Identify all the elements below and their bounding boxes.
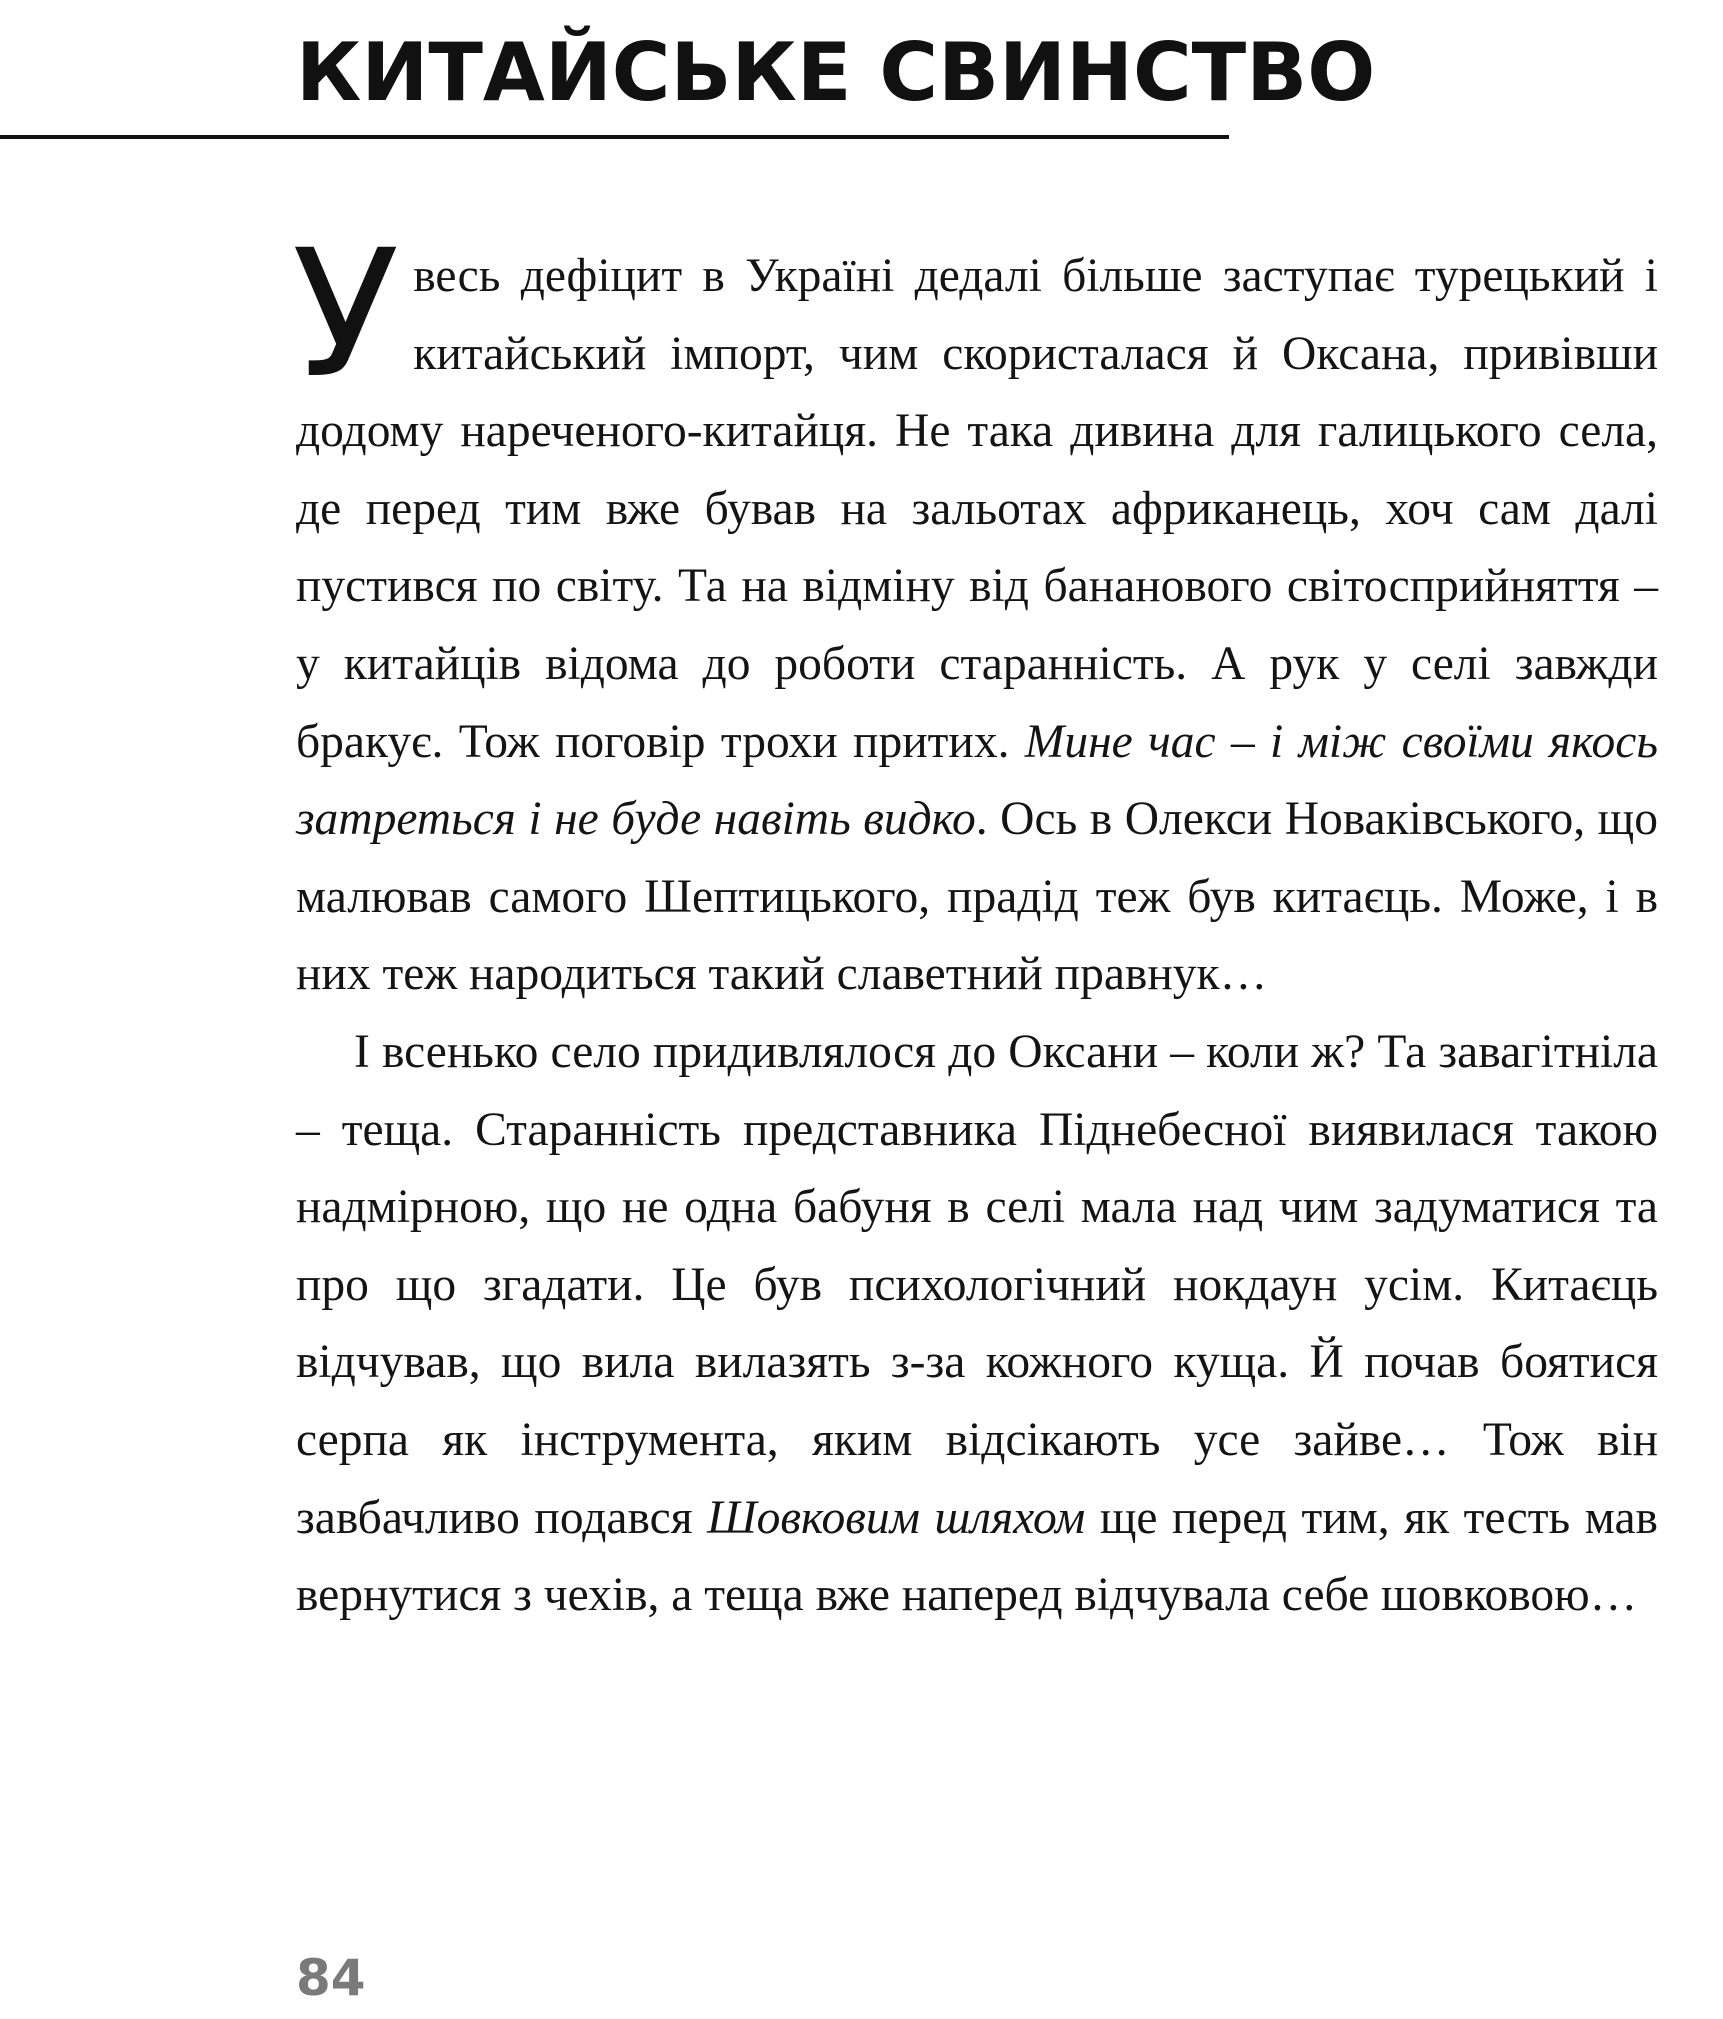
paragraph-2-text-a: І всенько село придивлялося до Оксани – коли ж? Та завагітніла – теща. Старанність представника Піднебесної виявилася такою надмірною, що не одна бабуня в селі мала над чим задуматися та про що згадати. Це був психологічний нокдаун усім. Китаєць відчував, що вила вилазять з-за кожного куща. Й почав боятися серпа як інструмента, яким відсікають усе зайве… Тож він завбачливо подався — [296, 1025, 1658, 1544]
paragraph-1 — [292, 212, 1659, 1014]
paragraph-2 — [296, 1014, 1658, 1635]
paragraph-1-italic: Мине час – і між своїми якось затреться і не буде навіть видко — [296, 715, 1659, 846]
page-number: 84 — [296, 1949, 366, 2007]
paragraph-2-text-b: ще перед тим, як тесть мав вернутися з чехів, а теща вже наперед відчувала себе шовковою… — [296, 1491, 1658, 1622]
paragraph-1-text-a: весь дефіцит в Україні дедалі більше заступає турецький і китайський імпорт, чим скористалася й Оксана, привівши додому нареченого-китайця. Не така дивина для галицького села, де перед тим вже бував на зальотах африканець, хоч сам далі пустився по світу. Та на відміну від бананового світосприйняття – у китайців відома до роботи старанність. А рук у селі завжди бракує. Тож поговір трохи притих. — [296, 250, 1658, 768]
article-body — [292, 212, 1659, 1635]
drop-cap: У — [292, 212, 400, 417]
paragraph-1-text-b: . Ось в Олекси Новаківського, що малював самого Шептицького, прадід теж був китаєць. Може, і в них теж народиться такий славетний правнук… — [296, 793, 1658, 1001]
paragraph-2-italic: Шовковим шляхом — [707, 1491, 1086, 1544]
page-title: КИТАЙСЬКЕ СВИНСТВО — [296, 26, 1376, 119]
title-rule — [0, 135, 1229, 139]
